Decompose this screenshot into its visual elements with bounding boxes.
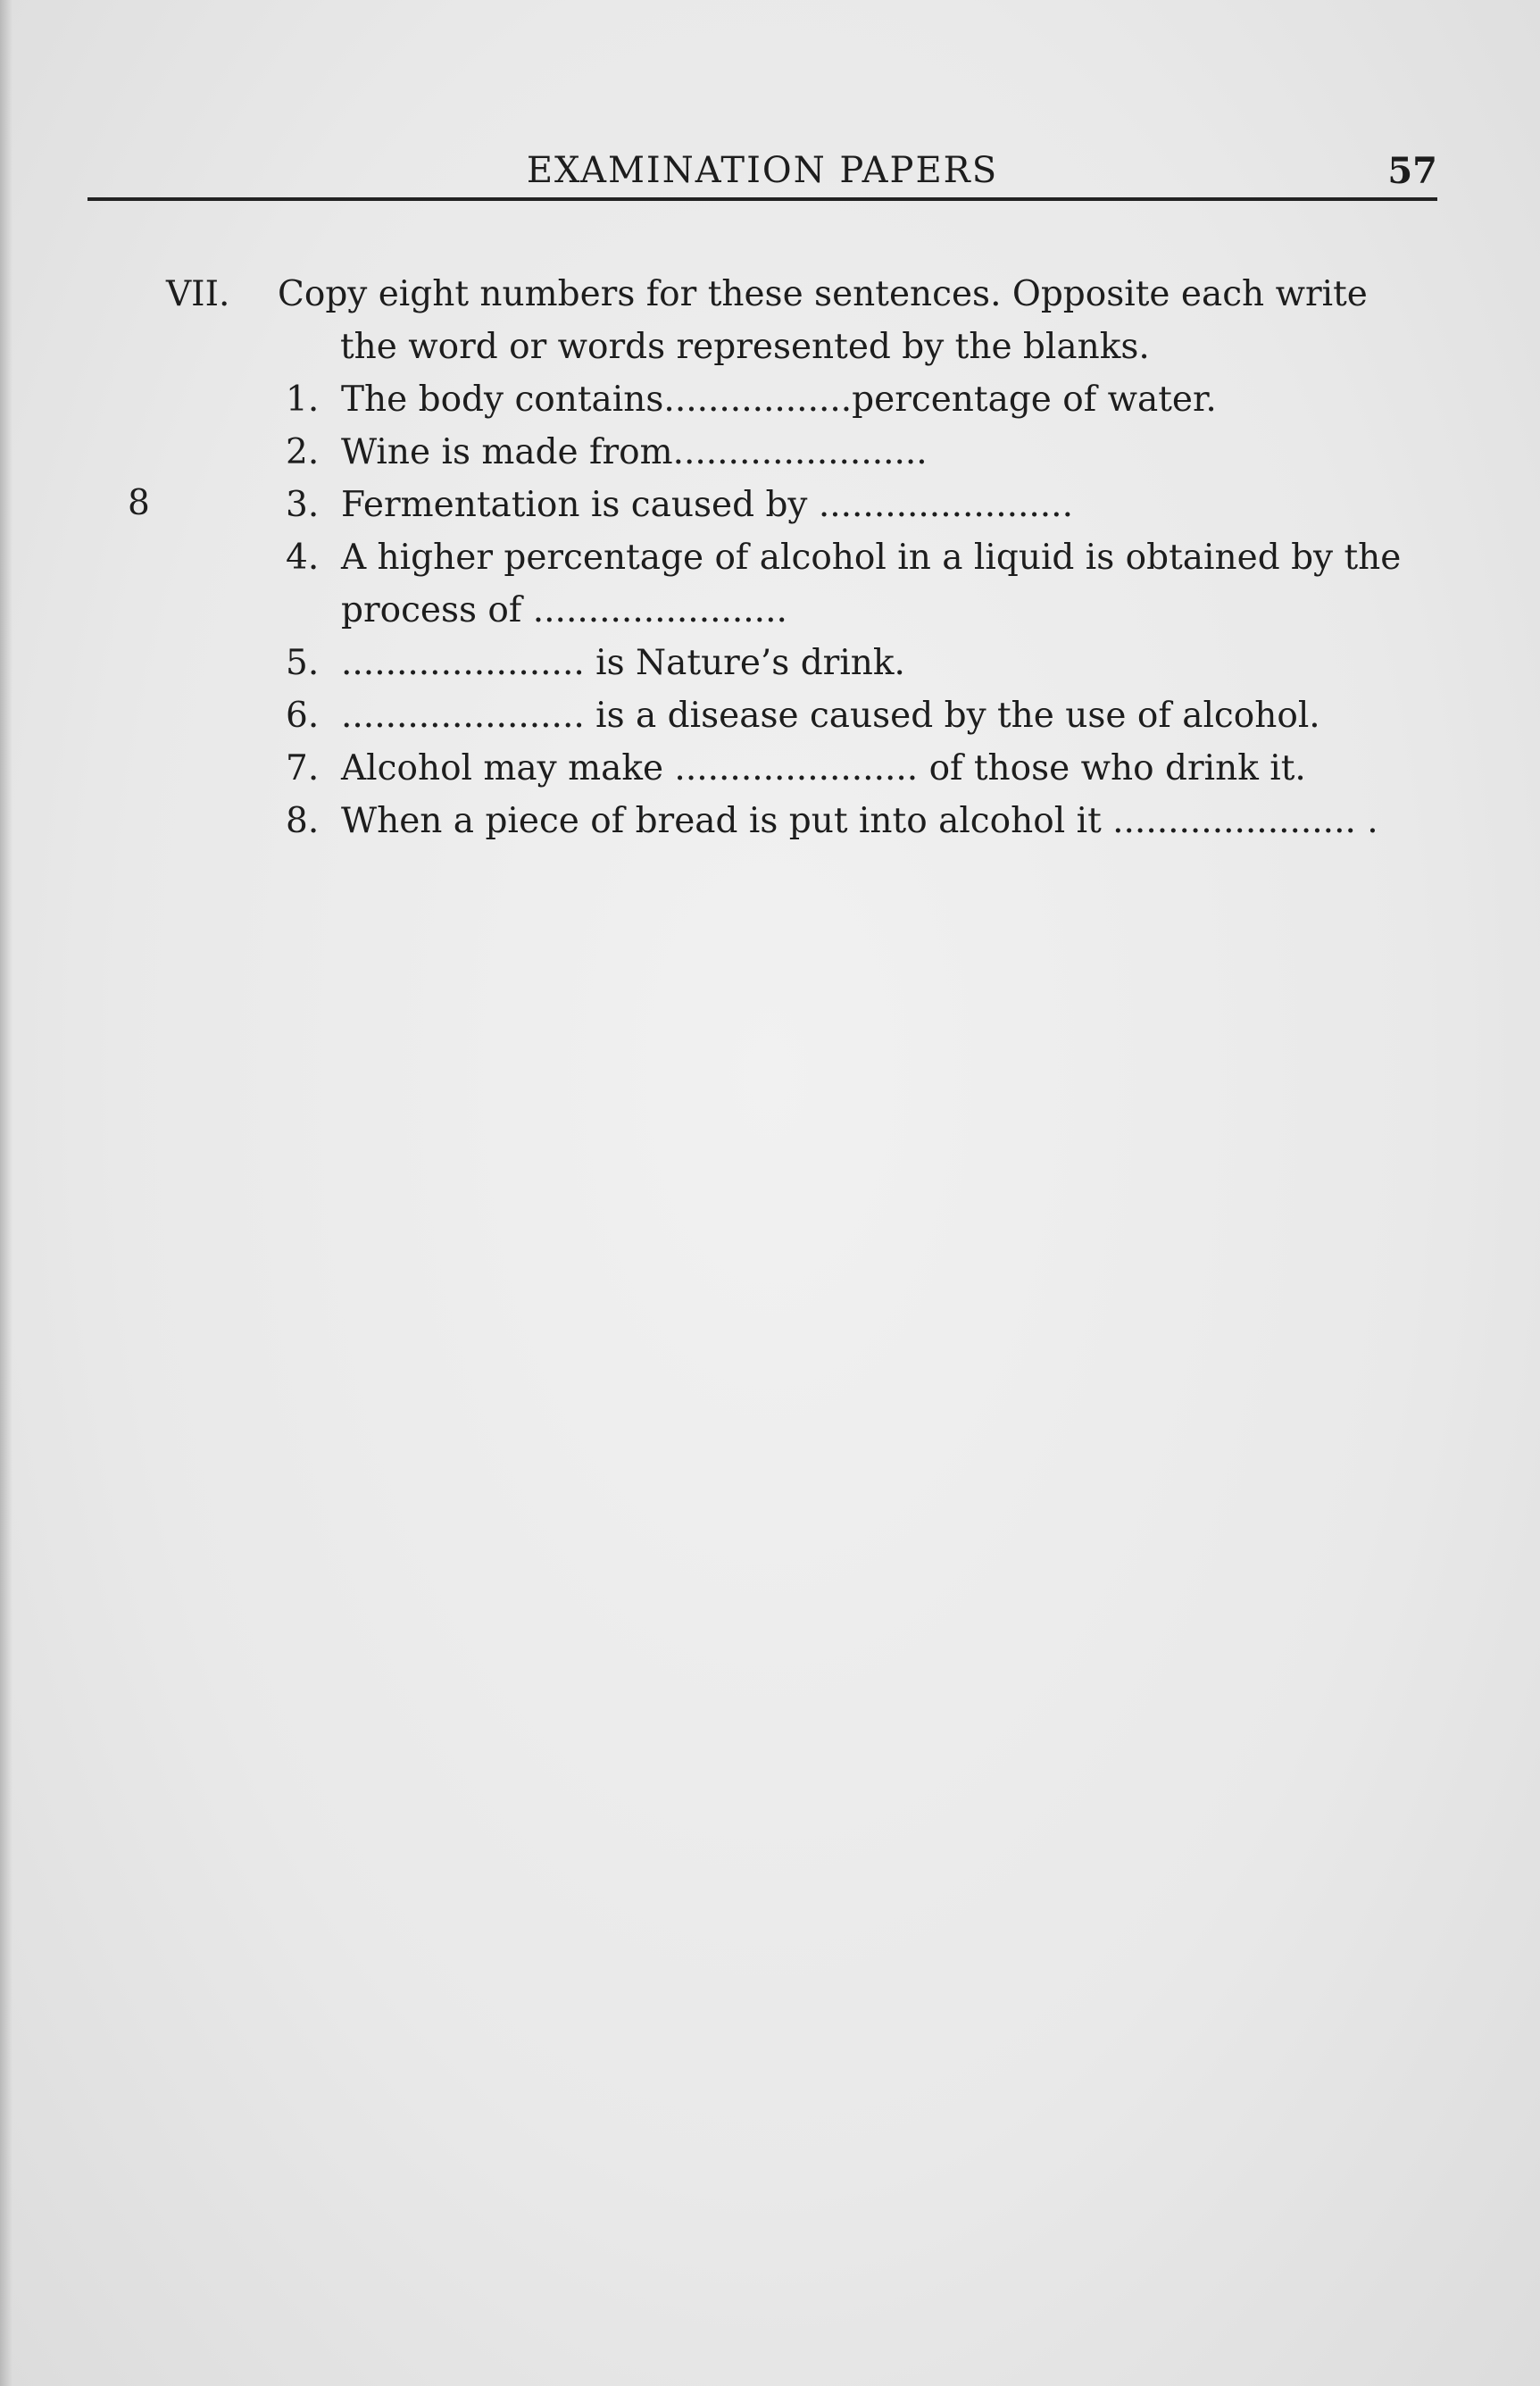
item-text: Wine is made from....................... bbox=[341, 432, 928, 472]
item-text: The body contains.................percentage of water. bbox=[341, 380, 1217, 420]
page-number: 57 bbox=[1387, 150, 1437, 192]
item-number: 7. bbox=[286, 748, 320, 788]
list-item bbox=[286, 479, 1446, 531]
item-text: Alcohol may make ...................... of those who drink it. bbox=[341, 748, 1306, 788]
item-text: When a piece of bread is put into alcohol it ...................... . bbox=[341, 801, 1378, 841]
list-item bbox=[286, 742, 1446, 795]
item-number: 5. bbox=[286, 643, 320, 683]
item-text: Fermentation is caused by ....................... bbox=[341, 485, 1073, 525]
marks-value: 8 bbox=[128, 483, 150, 523]
question-items bbox=[286, 373, 1446, 847]
list-item bbox=[286, 795, 1446, 847]
item-number: 6. bbox=[286, 696, 320, 736]
item-number: 8. bbox=[286, 801, 320, 841]
list-item bbox=[286, 373, 1446, 426]
item-text: ...................... is a disease caused by the use of alcohol. bbox=[341, 696, 1320, 736]
item-number: 3. bbox=[286, 485, 320, 525]
item-text-continuation: process of ....................... bbox=[341, 590, 787, 630]
header-rule bbox=[87, 197, 1437, 201]
item-number: 1. bbox=[286, 380, 320, 420]
question-number: VII. bbox=[166, 274, 230, 314]
question-instruction bbox=[278, 268, 1438, 373]
item-number: 2. bbox=[286, 432, 320, 472]
instruction-line: Copy eight numbers for these sentences. Opposite each write bbox=[278, 274, 1368, 314]
list-item bbox=[286, 689, 1446, 742]
instruction-line: the word or words represented by the blanks. bbox=[340, 327, 1150, 367]
list-item bbox=[286, 637, 1446, 689]
list-item bbox=[286, 531, 1446, 637]
page-header bbox=[87, 150, 1437, 200]
page-edge-shadow bbox=[0, 0, 12, 2386]
item-number: 4. bbox=[286, 538, 320, 578]
item-text: A higher percentage of alcohol in a liquid is obtained by the bbox=[341, 538, 1402, 578]
running-head: EXAMINATION PAPERS bbox=[526, 150, 999, 191]
item-text: ...................... is Nature’s drink. bbox=[341, 643, 905, 683]
list-item bbox=[286, 426, 1446, 479]
